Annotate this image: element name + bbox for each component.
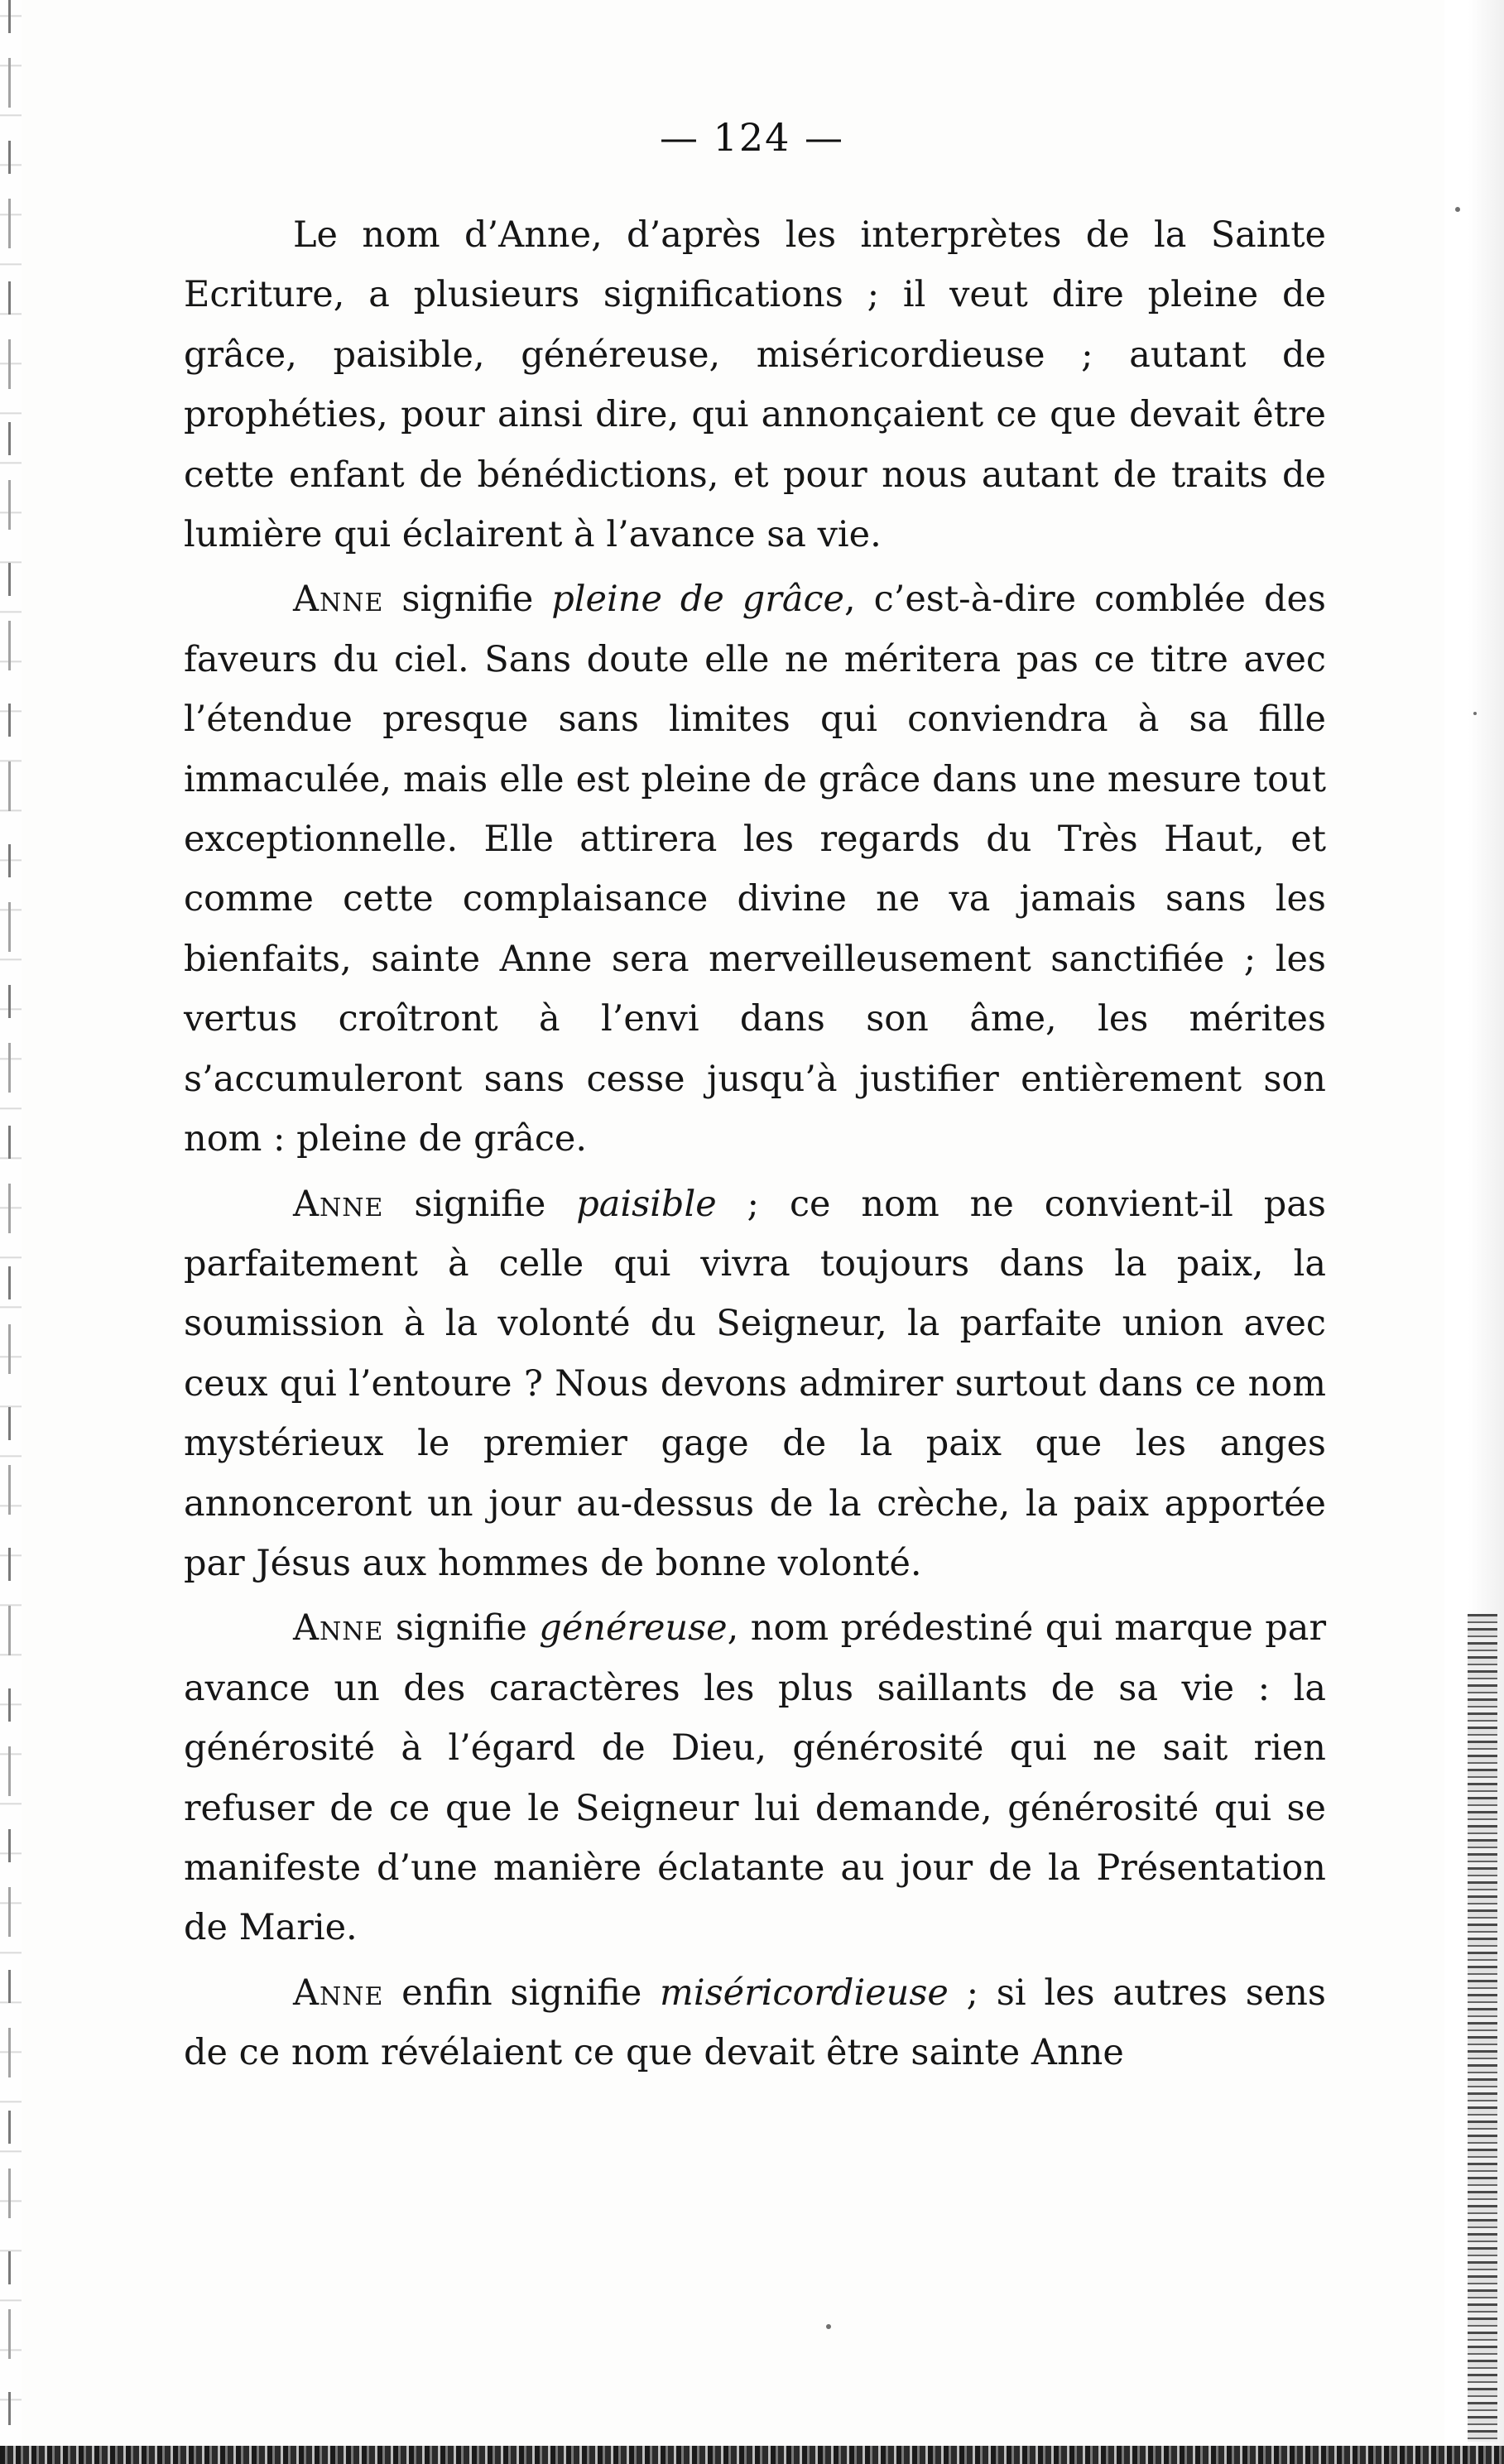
text-run: enfin signifie bbox=[383, 1972, 661, 2014]
page-number: — 124 — bbox=[659, 115, 845, 160]
name-small-caps: Anne bbox=[293, 1972, 384, 2014]
italic-meaning: généreuse bbox=[539, 1607, 728, 1650]
text-run: , nom prédestiné qui marque par avance un des caractères les plus saillants de sa vie : la générosité à l’égard de Dieu, générosité qui ne sait rien refuser de ce que le Seigneur lui demande, générosité qui se manifeste d’une manière éclatante au jour de la Présentation de Marie. bbox=[184, 1607, 1326, 1949]
print-speck bbox=[1473, 712, 1477, 715]
paragraph bbox=[184, 1174, 1326, 1594]
text-run: signifie bbox=[383, 1183, 577, 1225]
paragraph bbox=[184, 205, 1326, 564]
print-speck bbox=[826, 2324, 831, 2329]
text-run: ; ce nom ne convient-il pas parfaitement à celle qui vivra toujours dans la paix, la soumission à la volonté du Seigneur, la parfaite union avec ceux qui l’entoure ? Nous devons admirer surtout dans ce nom mystérieux le premier gage de la paix que les anges annonceront un jour au-dessus de la crèche, la paix apportée par Jésus aux hommes de bonne volonté. bbox=[184, 1183, 1326, 1584]
right-scan-edge bbox=[1444, 0, 1504, 2464]
paragraph bbox=[184, 1598, 1326, 1957]
italic-meaning: miséricordieuse bbox=[660, 1972, 949, 2014]
italic-meaning: pleine de grâce bbox=[551, 579, 844, 621]
paragraph bbox=[184, 569, 1326, 1169]
paragraph bbox=[184, 1963, 1326, 2083]
body-text bbox=[184, 205, 1326, 2088]
text-run: ; si les autres sens de ce nom révélaient ce que devait être sainte Anne bbox=[184, 1972, 1326, 2074]
text-run: Le nom d’Anne, d’après les interprètes de la Sainte Ecriture, a plusieurs significations ; il veut dire pleine de grâce, paisible, généreuse, miséricordieuse ; autant de prophéties, pour ainsi dire, qui annonçaient ce que devait être cette enfant de bénédictions, et pour nous autant de traits de lumière qui éclairent à l’avance sa vie. bbox=[184, 214, 1326, 556]
name-small-caps: Anne bbox=[293, 1183, 384, 1225]
text-run: , c’est-à-dire comblée des faveurs du ciel. Sans doute elle ne méritera pas ce titre avec l’étendue presque sans limites qui conviendra à sa fille immaculée, mais elle est pleine de grâce dans une mesure tout exceptionnelle. Elle attirera les regards du Très Haut, et comme cette complaisance divine ne va jamais sans les bienfaits, sainte Anne sera merveilleusement sanctifiée ; les vertus croîtront à l’envi dans son âme, les mérites s’accumuleront sans cesse jusqu’à justifier entièrement son nom : pleine de grâce. bbox=[184, 579, 1326, 1160]
bottom-scan-edge bbox=[0, 2446, 1504, 2464]
text-run: signifie bbox=[383, 1607, 540, 1650]
left-scan-edge bbox=[0, 0, 22, 2464]
name-small-caps: Anne bbox=[293, 579, 384, 621]
name-small-caps: Anne bbox=[293, 1607, 384, 1650]
print-speck bbox=[1455, 207, 1460, 212]
text-run: signifie bbox=[383, 579, 552, 621]
italic-meaning: paisible bbox=[576, 1183, 717, 1225]
